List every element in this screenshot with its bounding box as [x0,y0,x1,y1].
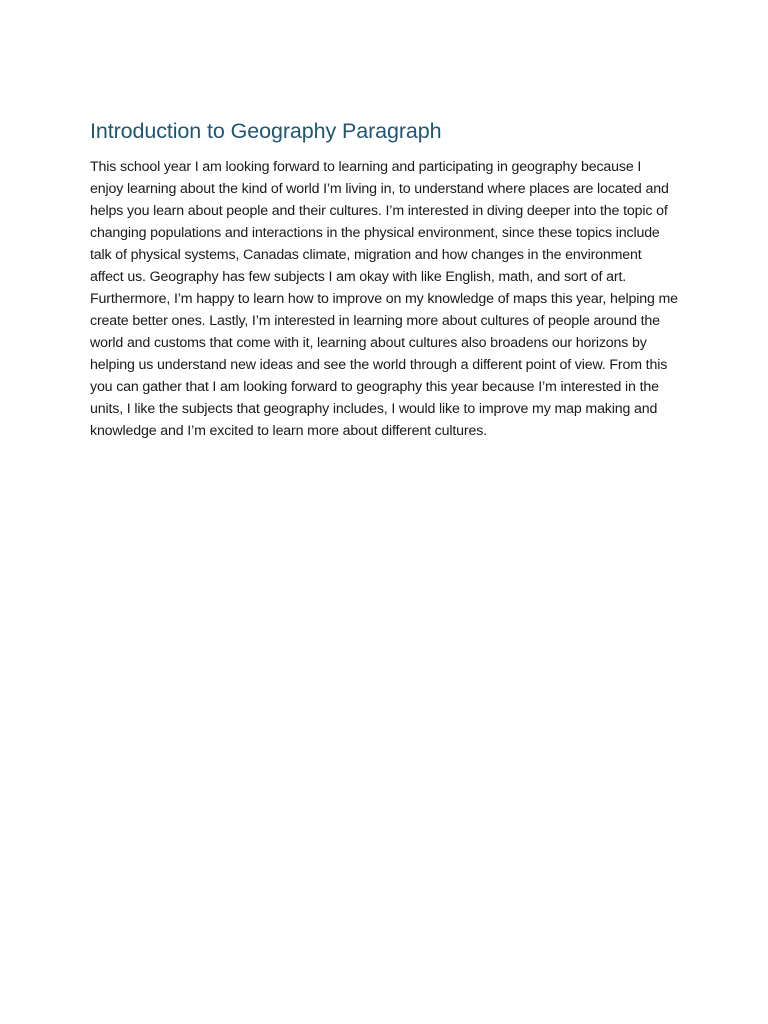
document-paragraph: This school year I am looking forward to learning and participating in geography because I enjoy learning about the kind of world I’m living in, to understand where places are located and helps you learn about people and their cultures. I’m interested in diving deeper into the topic of changing populations and interactions in the physical environment, since these topics include talk of physical systems, Canadas climate, migration and how changes in the environment affect us. Geography has few subjects I am okay with like English, math, and sort of art. Furthermore, I’m happy to learn how to improve on my knowledge of maps this year, helping me create better ones. Lastly, I’m interested in learning more about cultures of people around the world and customs that come with it, learning about cultures also broadens our horizons by helping us understand new ideas and see the world through a different point of view. From this you can gather that I am looking forward to geography this year because I’m interested in the units, I like the subjects that geography includes, I would like to improve my map making and knowledge and I’m excited to learn more about different cultures. [90,159,678,439]
document-heading: Introduction to Geography Paragraph [90,119,442,143]
